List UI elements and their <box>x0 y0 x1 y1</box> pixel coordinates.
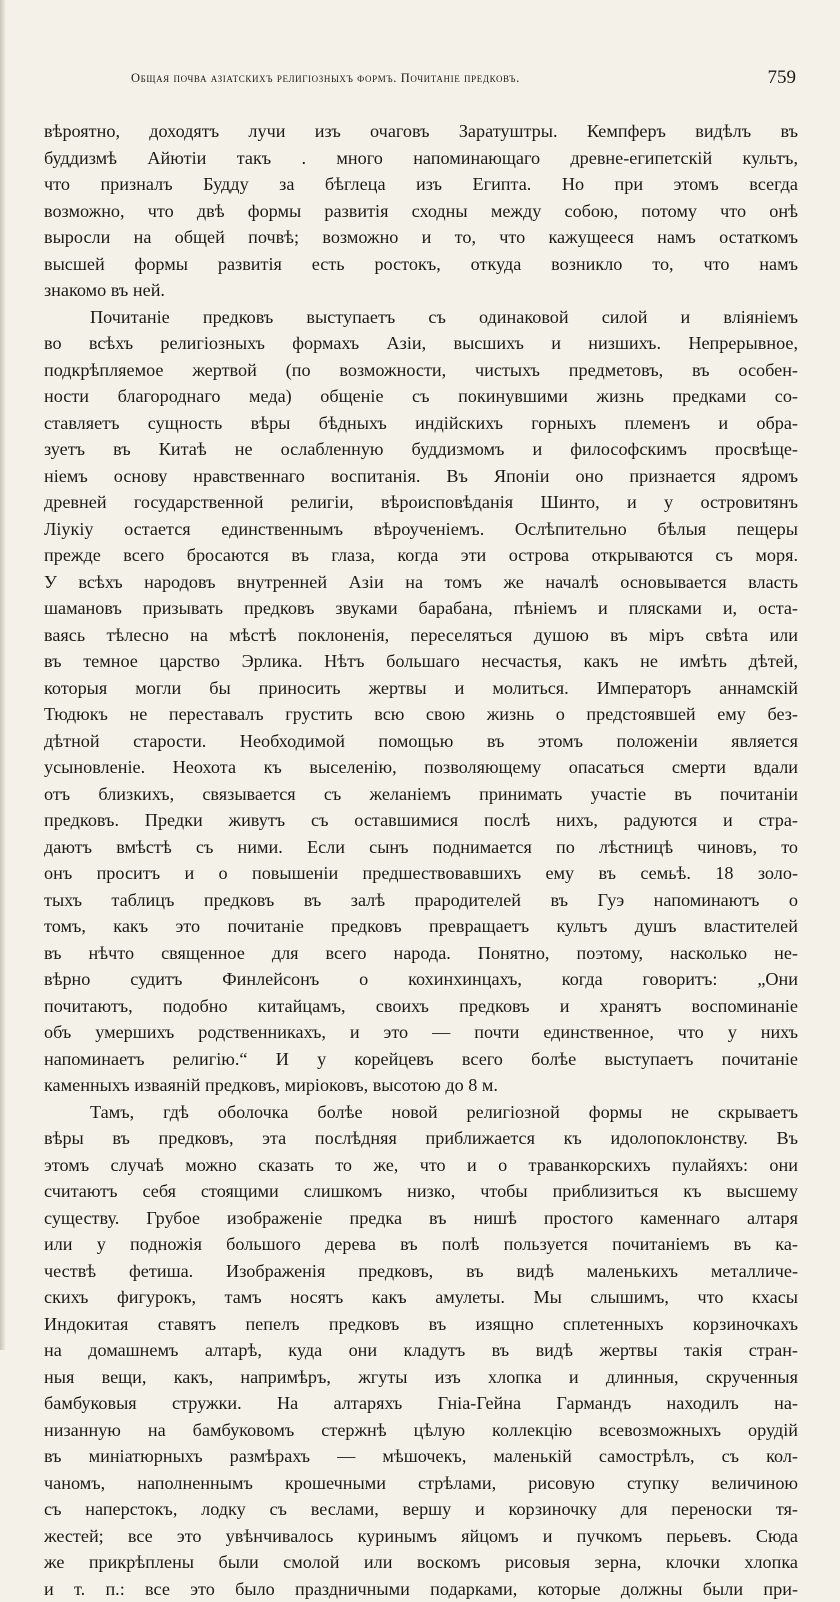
text-line: во всѣхъ религіозныхъ формахъ Азіи, высшихъ и низшихъ. Непрерывное, <box>44 330 798 357</box>
text-line: отъ близкихъ, связывается съ желаніемъ принимать участіе въ почитаніи <box>44 781 798 808</box>
text-line: въ нѣчто священное для всего народа. Понятно, поэтому, насколько не- <box>44 940 798 967</box>
text-line: Индокитая ставятъ пепелъ предковъ въ изящно сплетенныхъ корзиночкахъ <box>44 1311 798 1338</box>
text-line: которыя могли бы приносить жертвы и молиться. Императоръ аннамскій <box>44 675 798 702</box>
text-line: что призналъ Будду за бѣглеца изъ Египта. Но при этомъ всегда <box>44 171 798 198</box>
text-line: каменныхъ изваяній предковъ, миріоковъ, высотою до 8 м. <box>44 1072 798 1099</box>
text-line: высшей формы развитія есть ростокъ, откуда возникло то, что намъ <box>44 251 798 278</box>
text-line: объ умершихъ родственникахъ, и это — почти единственное, что у нихъ <box>44 1019 798 1046</box>
page-number: 759 <box>768 67 797 89</box>
text-line: вѣрно судитъ Финлейсонъ о кохинхинцахъ, когда говоритъ: „Они <box>44 966 798 993</box>
text-line: вѣры въ предковъ, эта послѣдняя приближается къ идолопоклонству. Въ <box>44 1125 798 1152</box>
text-line: напоминаетъ религію.“ И у корейцевъ всего болѣе выступаетъ почитаніе <box>44 1046 798 1073</box>
text-line: ваясь тѣлесно на мѣстѣ поклоненія, переселяться душою въ міръ свѣта или <box>44 622 798 649</box>
text-line: съ наперстокъ, лодку съ веслами, вершу и корзиночку для переноски тя- <box>44 1496 798 1523</box>
text-line: даютъ вмѣстѣ съ ними. Если сынъ поднимается по лѣстницѣ чиновъ, то <box>44 834 798 861</box>
text-line: предковъ. Предки живутъ съ оставшимися послѣ нихъ, радуются и стра- <box>44 807 798 834</box>
text-line: чаномъ, наполненнымъ крошечными стрѣлами, рисовую ступку величиною <box>44 1470 798 1497</box>
text-line: Почитаніе предковъ выступаетъ съ одинаковой силой и вліяніемъ <box>44 304 798 331</box>
text-line: скихъ фигурокъ, тамъ носятъ какъ амулеты. Мы слышимъ, что кхасы <box>44 1284 798 1311</box>
text-line: дѣтной старости. Необходимой помощью въ этомъ положеніи является <box>44 728 798 755</box>
text-line: этомъ случаѣ можно сказать то же, что и о траванкорскихъ пулайяхъ: они <box>44 1152 798 1179</box>
running-head: Общая почва азіатскихъ религіозныхъ формъ. Почитаніе предковъ. <box>131 71 520 86</box>
text-line: Тюдюкъ не переставалъ грустить всю свою жизнь о предстоявшей ему без- <box>44 701 798 728</box>
text-line: древней государственной религіи, вѣроисповѣданія Шинто, и у островитянъ <box>44 489 798 516</box>
text-line: У всѣхъ народовъ внутренней Азіи на томъ же началѣ основывается власть <box>44 569 798 596</box>
text-line: почитаютъ, подобно китайцамъ, своихъ предковъ и хранятъ воспоминаніе <box>44 993 798 1020</box>
text-line: зуетъ въ Китаѣ не ослабленную буддизмомъ и философскимъ просвѣще- <box>44 436 798 463</box>
text-line: тыхъ таблицъ предковъ въ залѣ прародителей въ Гуэ напоминаютъ о <box>44 887 798 914</box>
text-line: шамановъ призывать предковъ звуками барабана, пѣніемъ и плясками и, оста- <box>44 595 798 622</box>
text-line: вѣроятно, доходятъ лучи изъ очаговъ Заратуштры. Кемпферъ видѣлъ въ <box>44 118 798 145</box>
text-line: знакомо въ ней. <box>44 277 798 304</box>
text-line: жестей; все это увѣнчивалось куринымъ яйцомъ и пучкомъ перьевъ. Сюда <box>44 1523 798 1550</box>
text-line: Тамъ, гдѣ оболочка болѣе новой религіозной формы не скрываетъ <box>44 1099 798 1126</box>
text-line: ныя вещи, какъ, напримѣръ, жгуты изъ хлопка и длинныя, скрученныя <box>44 1364 798 1391</box>
text-line: и т. п.: все это было праздничными подарками, которые должны были при- <box>44 1576 798 1602</box>
text-line: ности благороднаго меда) общеніе съ покинувшими жизнь предками со- <box>44 383 798 410</box>
text-line: въ миніатюрныхъ размѣрахъ — мѣшочекъ, маленькій самострѣлъ, съ кол- <box>44 1443 798 1470</box>
text-line: ніемъ основу нравственнаго воспитанія. Въ Японіи оно признается ядромъ <box>44 463 798 490</box>
text-line: подкрѣпляемое жертвой (по возможности, чистыхъ предметовъ, въ особен- <box>44 357 798 384</box>
text-line: или у подножія большого дерева въ полѣ пользуется почитаніемъ въ ка- <box>44 1231 798 1258</box>
text-line: буддизмѣ Айютіи такъ . много напоминающаго древне-египетскій культъ, <box>44 145 798 172</box>
text-line: онъ проситъ и о повышеніи предшествовавшихъ ему въ семьѣ. 18 золо- <box>44 860 798 887</box>
text-line: бамбуковыя стружки. На алтаряхъ Гніа-Гейна Гармандъ находилъ на- <box>44 1390 798 1417</box>
text-line: ставляетъ сущность вѣры бѣдныхъ индійскихъ горныхъ племенъ и обра- <box>44 410 798 437</box>
text-line: существу. Грубое изображеніе предка въ нишѣ простого каменнаго алтаря <box>44 1205 798 1232</box>
text-line: прежде всего бросаются въ глаза, когда эти острова открываются съ моря. <box>44 542 798 569</box>
text-line: томъ, какъ это почитаніе предковъ превращаетъ культъ душъ властителей <box>44 913 798 940</box>
text-line: считаютъ себя стоящими слишкомъ низко, чтобы приблизиться къ высшему <box>44 1178 798 1205</box>
page-edge-shadow <box>0 0 6 1350</box>
text-line: же прикрѣплены были смолой или воскомъ рисовыя зерна, клочки хлопка <box>44 1549 798 1576</box>
body-text <box>44 118 798 1602</box>
text-line: выросли на общей почвѣ; возможно и то, что кажущееся намъ остаткомъ <box>44 224 798 251</box>
text-line: возможно, что двѣ формы развитія сходны между собою, потому что онѣ <box>44 198 798 225</box>
text-line: чествѣ фетиша. Изображенія предковъ, въ видѣ маленькихъ металличе- <box>44 1258 798 1285</box>
text-line: на домашнемъ алтарѣ, куда они кладутъ въ видѣ жертвы такія стран- <box>44 1337 798 1364</box>
text-line: въ темное царство Эрлика. Нѣтъ большаго несчастья, какъ не имѣть дѣтей, <box>44 648 798 675</box>
text-line: Ліукіу остается единственнымъ вѣроученіемъ. Ослѣпительно бѣлыя пещеры <box>44 516 798 543</box>
text-line: усыновленіе. Неохота къ выселенію, позволяющему опасаться смерти вдали <box>44 754 798 781</box>
page-header <box>95 67 798 97</box>
text-line: низанную на бамбуковомъ стержнѣ цѣлую коллекцію всевозможныхъ орудій <box>44 1417 798 1444</box>
